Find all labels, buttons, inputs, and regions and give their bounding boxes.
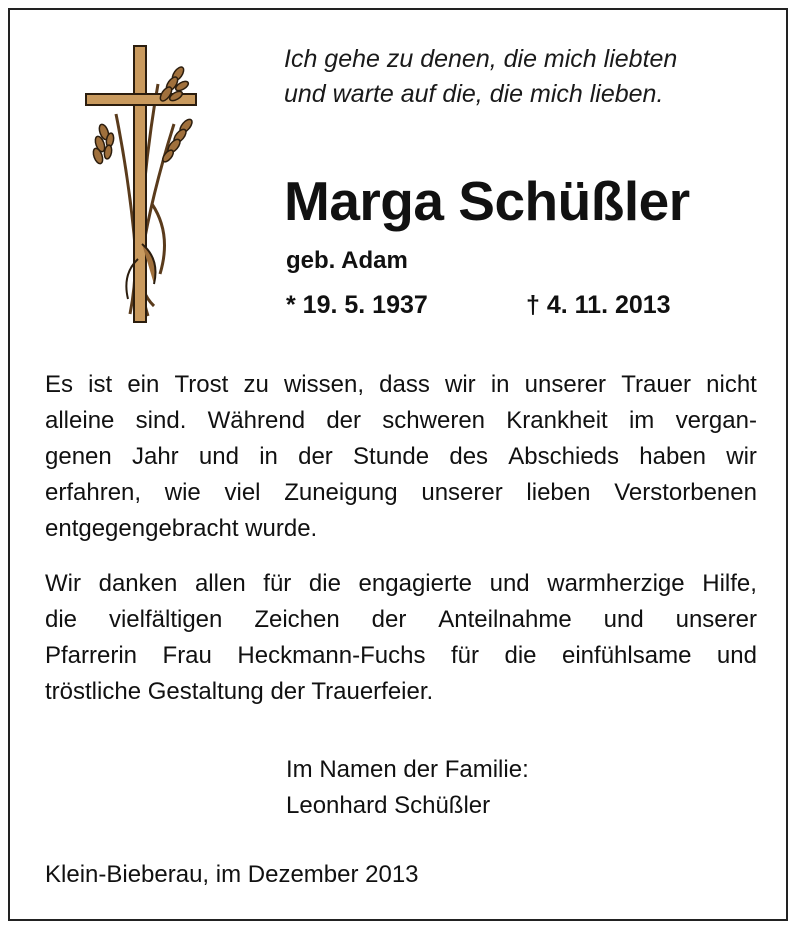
motto-line-1: Ich gehe zu denen, die mich liebten [284,45,678,73]
line-text: tröstliche Gestaltung der Trauerfeier. [45,678,434,705]
word: die [45,606,78,633]
word: Hilfe, [702,570,757,597]
word: vergan- [675,407,757,434]
word: Während [207,407,306,434]
word: für [263,570,292,597]
word: Anteilnahme [438,606,572,633]
cross-with-wheat-icon [82,44,200,328]
word: ein [127,371,160,398]
thanks-paragraph-2 [45,566,757,710]
paragraph-1-line [45,475,757,511]
word: nicht [706,371,757,398]
death-date: † 4. 11. 2013 [526,291,671,319]
word: danken [98,570,178,597]
word: warmherzige [547,570,685,597]
word: des [449,443,489,470]
paragraph-2-line [45,566,757,602]
word: sind. [135,407,187,434]
birth-date: * 19. 5. 1937 [286,291,428,319]
word: erfahren, [45,479,142,506]
deceased-name: Marga Schüßler [284,170,690,232]
paragraph-1-line [45,403,757,439]
word: unserer [524,371,607,398]
word: Verstorbenen [614,479,757,506]
word: der [371,606,407,633]
motto-line-2: und warte auf die, die mich lieben. [284,80,664,108]
line-text: entgegengebracht wurde. [45,515,318,542]
word: wissen, [283,371,364,398]
signature-intro: Im Namen der Familie: [286,756,529,783]
word: Jahr [131,443,179,470]
word: wie [164,479,201,506]
word: die [504,642,537,669]
word: Stunde [353,443,430,470]
word: und [198,443,239,470]
paragraph-1-line [45,439,757,475]
word: vielfältigen [108,606,223,633]
word: Wir [45,570,81,597]
word: Es [45,371,74,398]
word: zu [243,371,269,398]
word: und [716,642,757,669]
word: Heckmann-Fuchs [237,642,426,669]
word: schweren [382,407,486,434]
place-and-date: Klein-Bieberau, im Dezember 2013 [45,861,419,888]
word: Zuneigung [284,479,398,506]
word: Abschieds [508,443,620,470]
word: Trost [174,371,229,398]
word: engagierte [358,570,472,597]
paragraph-1-line [45,511,757,547]
maiden-name: geb. Adam [286,247,408,274]
word: die [308,570,341,597]
word: und [489,570,530,597]
signature-block [286,752,529,824]
paragraph-2-line [45,638,757,674]
word: viel [224,479,261,506]
word: und [603,606,644,633]
word: Krankheit [506,407,608,434]
signature-name: Leonhard Schüßler [286,792,491,819]
word: dass [379,371,430,398]
word: alleine [45,407,115,434]
word: Trauer [621,371,691,398]
word: der [298,443,333,470]
word: einfühlsame [562,642,692,669]
word: unserer [421,479,503,506]
paragraph-2-line [45,602,757,638]
word: wir [445,371,476,398]
word: in [490,371,510,398]
word: Frau [162,642,212,669]
word: für [450,642,479,669]
word: im [628,407,655,434]
word: ist [88,371,113,398]
word: genen [45,443,112,470]
word: allen [194,570,246,597]
word: Pfarrerin [45,642,138,669]
paragraph-1-line [45,367,757,403]
word: Zeichen [254,606,340,633]
word: wir [726,443,757,470]
thanks-paragraph-1 [45,367,757,547]
word: der [326,407,362,434]
word: unserer [675,606,757,633]
word: lieben [526,479,591,506]
word: haben [639,443,706,470]
paragraph-2-line [45,674,757,710]
motto-quote [284,42,774,112]
word: in [259,443,278,470]
